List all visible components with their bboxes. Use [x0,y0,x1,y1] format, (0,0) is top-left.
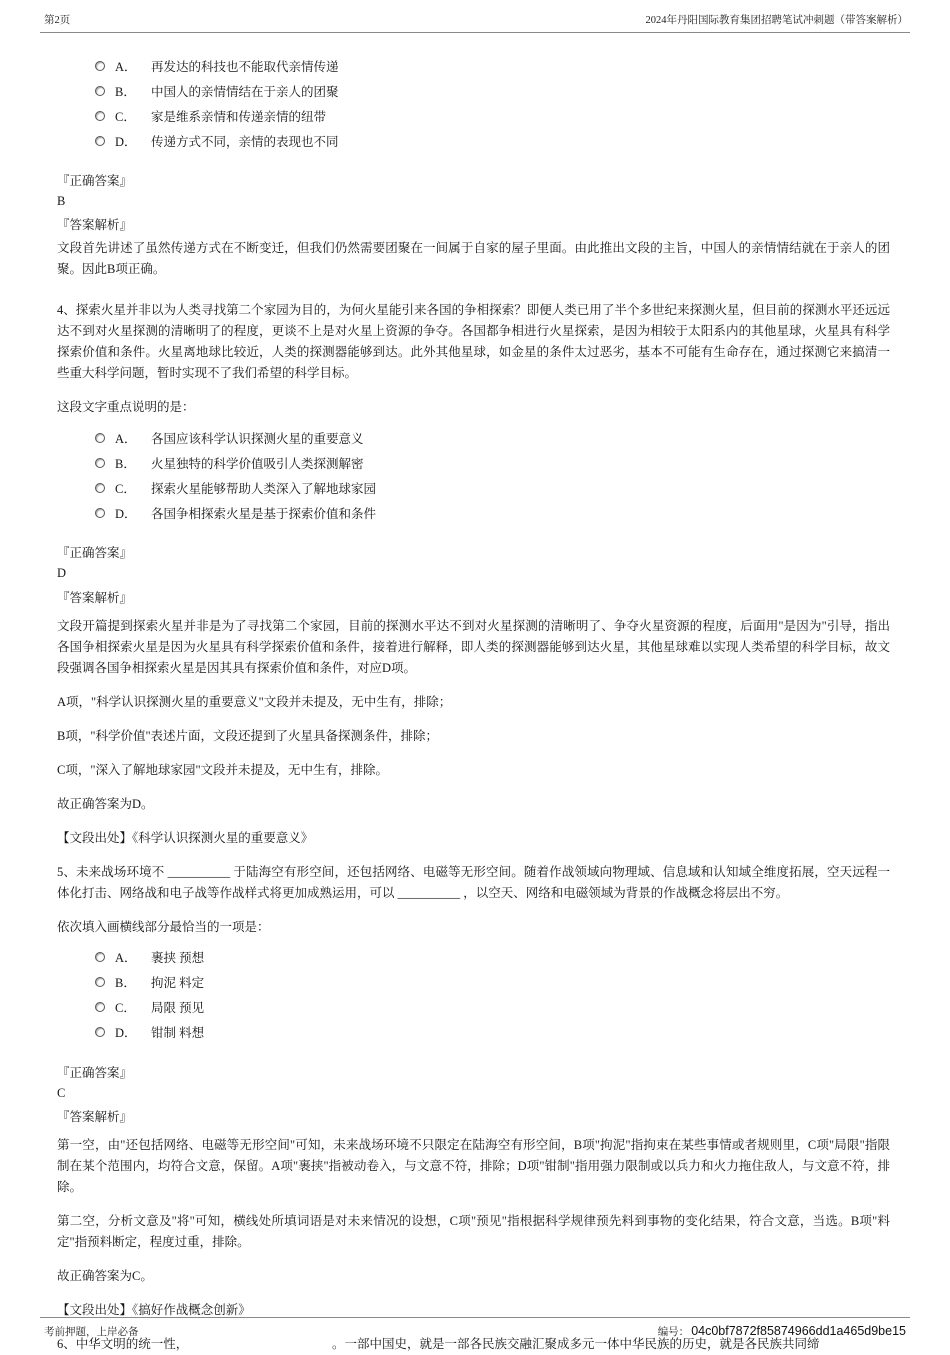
option-text: 各国争相探索火星是基于探索价值和条件 [151,506,377,521]
correct-answer-label: 『正确答案』 [57,1065,133,1080]
footer-document-id [658,1324,906,1339]
analysis-label: 『答案解析』 [57,590,133,605]
source-reference: 【文段出处】《科学认识探测火星的重要意义》 [57,830,314,845]
correct-answer-label: 『正确答案』 [57,174,133,188]
correct-answer-value: B [57,194,66,208]
option-label: D． [115,506,137,521]
option-label: A． [115,59,137,74]
analysis-paragraph: C项，"深入了解地球家园"文段并未提及，无中生有，排除。 [57,762,389,777]
analysis-conclusion: 故正确答案为C。 [57,1268,153,1283]
question-3-options [57,53,890,153]
option-text: 钳制 料想 [151,1026,205,1040]
option-radio[interactable] [95,1002,105,1012]
option-radio[interactable] [95,458,105,468]
option-radio[interactable] [95,61,105,71]
option-label: D． [115,1026,137,1040]
analysis-conclusion: 故正确答案为D。 [57,796,154,811]
option-row-d [95,1020,890,1045]
option-text: 各国应该科学认识探测火星的重要意义 [151,431,364,446]
option-row-a [95,53,890,78]
option-radio[interactable] [95,136,105,146]
option-text: 局限 预见 [151,1001,205,1015]
page-header [40,0,910,33]
page-number: 第2页 [44,15,71,26]
option-text: 传递方式不同，亲情的表现也不同 [151,134,339,149]
option-label: B． [115,456,136,471]
option-row-b [95,78,890,103]
analysis-paragraph: A项，"科学认识探测火星的重要意义"文段并未提及，无中生有，排除； [57,694,452,709]
option-label: C． [115,481,136,496]
option-row-b [95,450,890,475]
page-content [0,33,950,1355]
option-label: C． [115,1001,136,1015]
analysis-paragraph: 文段开篇提到探索火星并非是为了寻找第二个家园，目前的探测水平达不到对火星探测的清晰明了、争夺火星资源的程度，后面用"是因为"引导，指出各国争相探索火星是因为火星具有科学探索价值和条件，接着进行解释，即人类的探测器能够到达火星，其他星球难以实现人类希望的科学目标，故文段强调各国争相探索火星是因其具有探索价值和条件，对应D项。 [57,618,890,675]
option-row-c [95,475,890,500]
question-4-stem: 4、探索火星并非以为人类寻找第二个家园为目的，为何火星能引来各国的争相探索？即便人类已用了半个多世纪来探测火星，但目前的探测水平还远远达不到对火星探测的清晰明了的程度，更谈不上是对火星上资源的争夺。各国都争相进行火星探索，是因为相较于太阳系内的其他星球，火星具有科学探索价值和条件。火星离地球比较近，人类的探测器能够到达。此外其他星球，如金星的条件太过恶劣，基本不可能有生命存在，通过探测它来搞清一些重大科学问题，暂时实现不了我们希望的科学目标。 [57,303,890,381]
option-row-d [95,128,890,153]
option-label: A． [115,431,137,446]
option-text: 探索火星能够帮助人类深入了解地球家园 [151,481,377,496]
option-text: 家是维系亲情和传递亲情的纽带 [151,109,327,124]
option-text: 裹挟 预想 [151,951,205,965]
option-text: 拘泥 料定 [151,976,205,990]
page-footer [40,1317,910,1339]
option-row-d [95,500,890,525]
option-text: 火星独特的科学价值吸引人类探测解密 [151,456,364,471]
document-title: 2024年丹阳国际教育集团招聘笔试冲刺题（带答案解析） [645,15,908,26]
option-row-c [95,103,890,128]
source-reference: 【文段出处】《搞好作战概念创新》 [57,1302,251,1317]
option-label: D． [115,134,137,149]
analysis-paragraph: B项，"科学价值"表述片面，文段还提到了火星具备探测条件，排除； [57,728,439,743]
option-radio[interactable] [95,1027,105,1037]
footer-id-label: 编号： [657,1327,690,1338]
question-5-stem: 5、未来战场环境不 __________ 于陆海空有形空间，还包括网络、电磁等无形空间。随着作战领域向物理域、信息域和认知域全维度拓展，空天远程一体化打击、网络战和电子战等作战样式将更加成熟运用，可以 __________ ，以空天、网络和电磁领域为背景的作战概念将层出不穷。 [57,864,890,900]
option-label: B． [115,976,136,990]
correct-answer-label: 『正确答案』 [57,546,133,561]
option-radio[interactable] [95,508,105,518]
correct-answer-value: D [57,566,67,581]
option-radio[interactable] [95,977,105,987]
analysis-label: 『答案解析』 [57,218,133,233]
option-text: 再发达的科技也不能取代亲情传递 [151,59,339,74]
option-row-b [95,970,890,995]
option-radio[interactable] [95,111,105,121]
footer-id-code: 04c0bf7872f85874966dd1a465d9be15 [691,1324,906,1338]
question-4-prompt: 这段文字重点说明的是： [57,400,195,415]
analysis-paragraph: 第一空，由"还包括网络、电磁等无形空间"可知，未来战场环境不只限定在陆海空有形空间，B项"拘泥"指拘束在某些事情或者规则里，C项"局限"指限制在某个范围内，均符合文意，保留。A项"裹挟"指被动卷入，与文意不符，排除；D项"钳制"指用强力限制或以兵力和火力拖住敌人，与文意不符，排除。 [57,1137,890,1194]
question-5-options [57,945,890,1045]
footer-slogan: 考前押题，上岸必备 [44,1327,139,1338]
correct-answer-value: C [57,1085,66,1100]
option-row-a [95,945,890,970]
question-4-options [57,425,890,525]
option-radio[interactable] [95,483,105,493]
option-radio[interactable] [95,433,105,443]
option-label: A． [115,951,137,965]
option-radio[interactable] [95,86,105,96]
option-row-c [95,995,890,1020]
option-label: C． [115,109,136,124]
question-5-prompt: 依次填入画横线部分最恰当的一项是： [57,919,270,934]
option-row-a [95,425,890,450]
option-text: 中国人的亲情情结在于亲人的团聚 [151,84,339,99]
option-label: B． [115,84,136,99]
analysis-text: 文段首先讲述了虽然传递方式在不断变迁，但我们仍然需要团聚在一间属于自家的屋子里面。由此推出文段的主旨，中国人的亲情情结就在于亲人的团聚。因此B项正确。 [57,241,890,277]
question-6-stem: 6、中华文明的统一性， 。一部中国史，就是一部各民族交融汇聚成多元一体中华民族的历史，就是各民族共同缔 [57,1336,820,1351]
analysis-paragraph: 第二空，分析文意及"将"可知，横线处所填词语是对未来情况的设想，C项"预见"指根据科学规律预先料到事物的变化结果，符合文意，当选。B项"料定"指预料断定，程度过重，排除。 [57,1213,890,1249]
analysis-label: 『答案解析』 [57,1109,133,1124]
option-radio[interactable] [95,952,105,962]
